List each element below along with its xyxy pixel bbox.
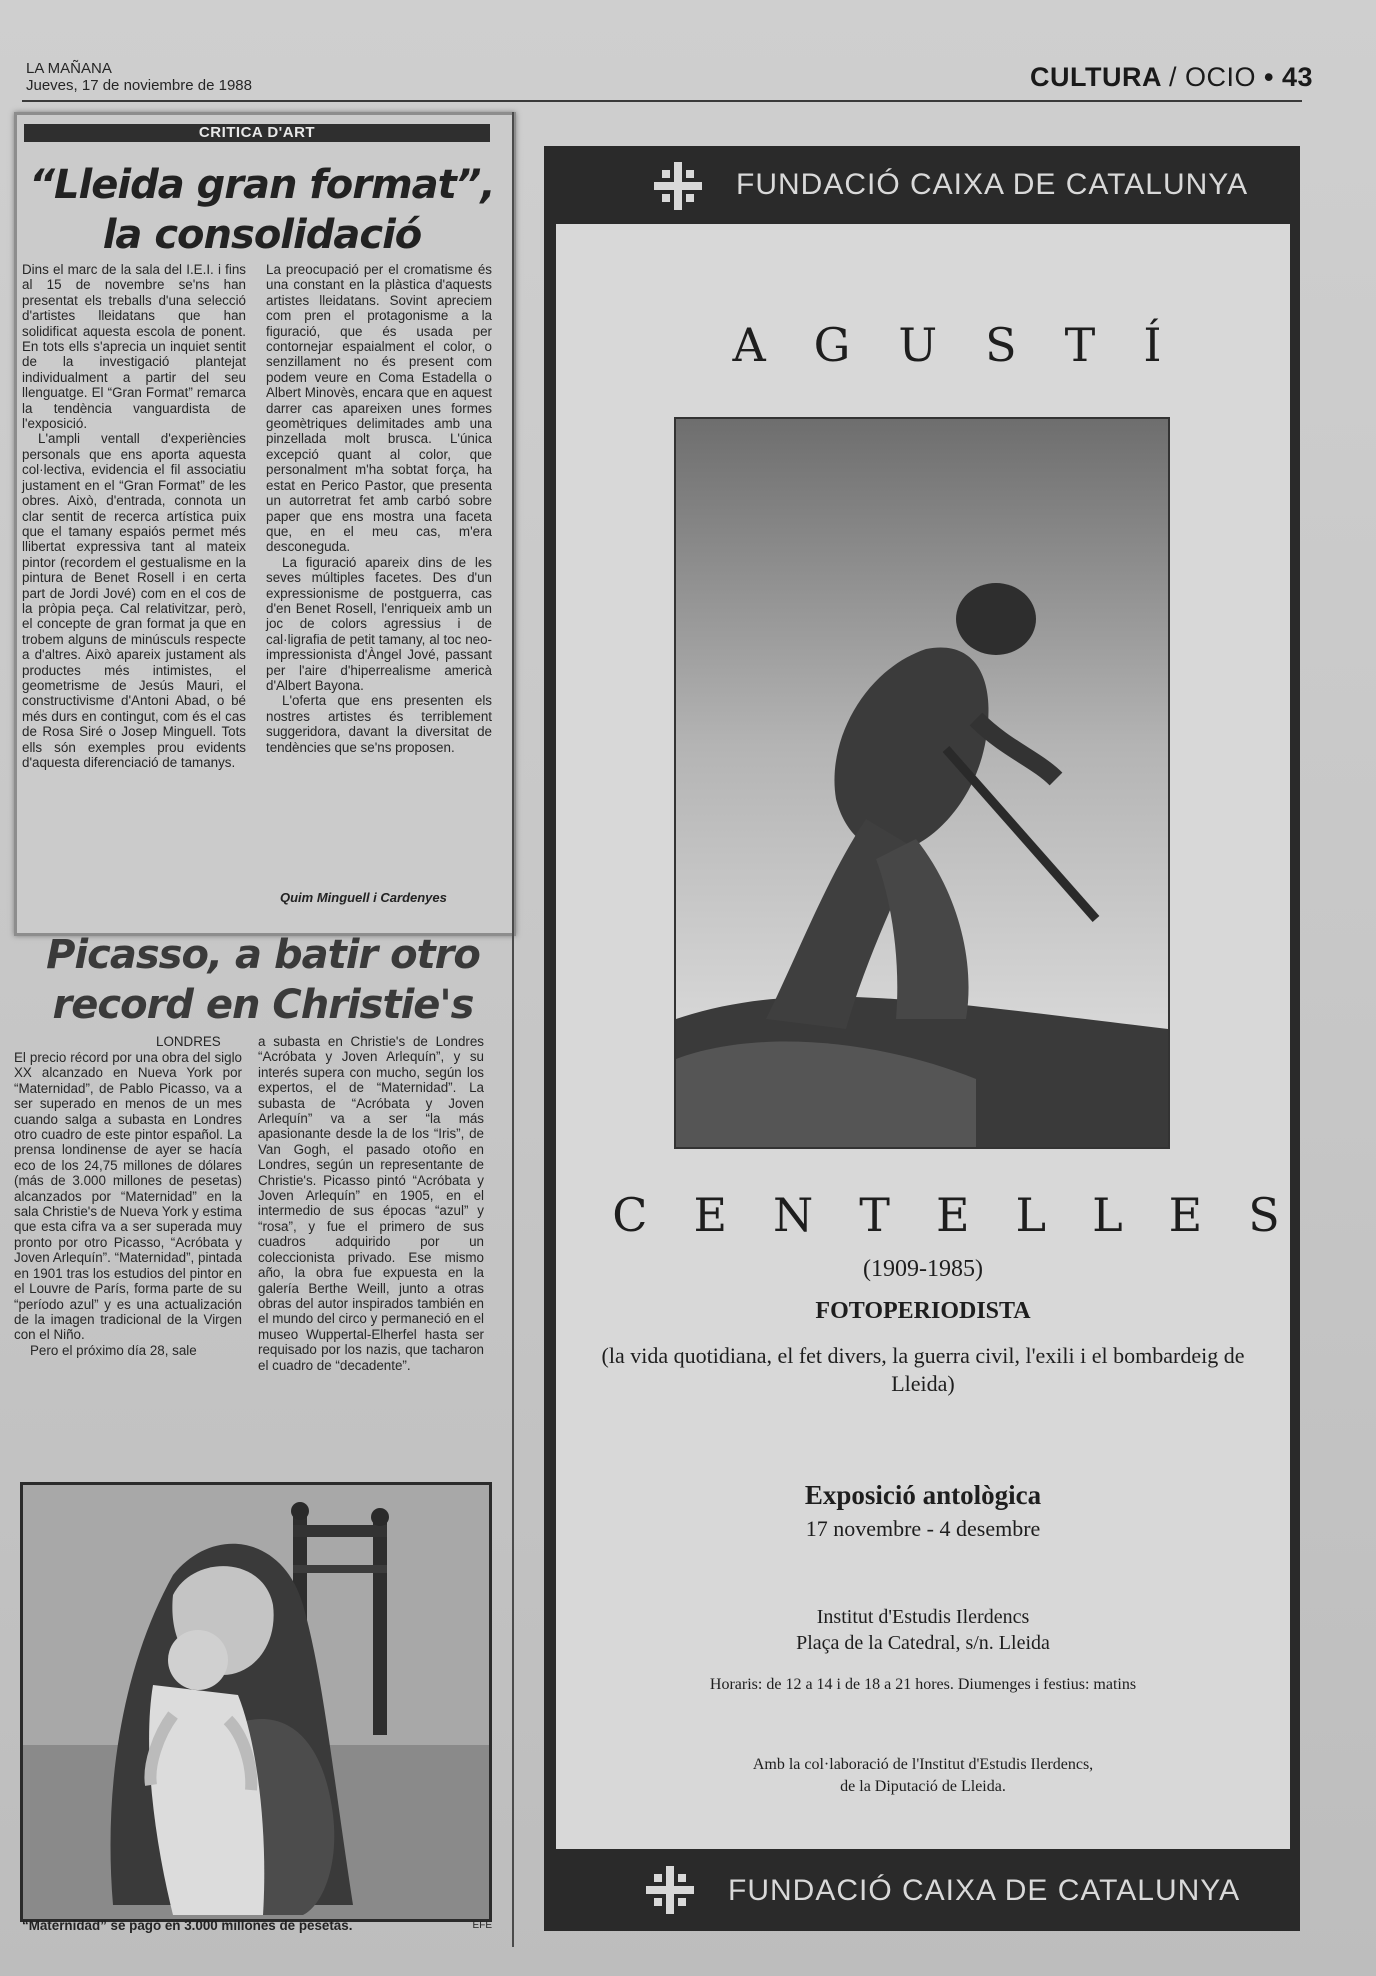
ad-role: FOTOPERIODISTA xyxy=(815,1298,1031,1324)
article-signature: Quim Minguell i Cardenyes xyxy=(280,890,447,905)
ad-brand-bottom: FUNDACIÓ CAIXA DE CATALUNYA xyxy=(728,1874,1241,1907)
newspaper-name: LA MAÑANA xyxy=(26,60,112,77)
article-column-2 xyxy=(258,1034,484,1373)
ad-brand-top: FUNDACIÓ CAIXA DE CATALUNYA xyxy=(736,168,1249,201)
headline-line-2: record en Christie's xyxy=(52,982,474,1028)
masthead-section xyxy=(1030,62,1313,93)
publication-date: Jueves, 17 de noviembre de 1988 xyxy=(26,77,252,94)
caption-text: “Maternidad” se pagó en 3.000 millones de pesetas. xyxy=(22,1918,353,1933)
subsection-name: / OCIO xyxy=(1169,62,1257,92)
paragraph: El precio récord por una obra del siglo XX alcanzado en Nueva York por “Maternidad”, de Pablo Picasso, va a ser superado en menos de un mes cuando salga a subasta en Londres otro cuadro de este pintor español. La prensa londinense de ayer se hacía eco de los 24,75 millones de dólares (más de 3.000 millones de pesetas) alcanzados por “Maternidad” en la sala Christie's de Nueva York y estima que esta cifra va a ser superada muy pronto por otro Picasso, “Acróbata y Joven Arlequín”. “Maternidad”, pintada en 1901 tras los estudios del pintor en el Louvre de París, forma parte de su “período azul” y es una actualización de la imagen tradicional de la Virgen con el Niño. xyxy=(14,1050,242,1343)
bullet: • xyxy=(1264,62,1274,92)
paragraph: Dins el marc de la sala del I.E.I. i fins al 15 de novembre se'ns han presentat els treballs d'una selecció d'artistes lleidatans que han solidificat aquesta escola de ponent. En tots ells s'aprecia un inquiet sentit de la investigació plantejat individualment a partir del seu llenguatge. El “Gran Format” remarca la tendència vanguardista de l'exposició. xyxy=(22,262,246,432)
paragraph: La figuració apareix dins de les seves múltiples facetes. Des d'un expressionisme de postguerra, cas d'en Benet Rosell, l'enriqueix amb un joc de colors agressius i de cal·ligrafia de petit tamany, al toc neo-impressionista d'Àngel Jové, passant per l'aire d'hiperrealisme americà d'Albert Bayona. xyxy=(266,554,492,693)
section-name: CULTURA xyxy=(1030,62,1161,92)
headline-line-2: la consolidació xyxy=(102,212,422,258)
fundacio-logo-icon xyxy=(652,160,704,212)
paragraph: a subasta en Christie's de Londres “Acróbata y Joven Arlequín”, y su interés supera con mucho, según los expertos, el de “Maternidad”. La subasta de “Acróbata y Joven Arlequín” va a ser “la más apasionante desde la de los “Iris”, de Van Gogh, el pasado otoño en Londres, según un representante de Christie's. Picasso pintó “Acróbata y Joven Arlequín” en 1905, en el intermedio de sus épocas “azul” y “rosa”, y fue el primero de sus cuadros adquirido por un coleccionista privado. Ese mismo año, la obra fue expuesta en la galería Berthe Weill, junto a otras obras del autor inspirados también en el mundo del circo y permaneció en el museo Wuppertal-Elherfel hasta ser requisado por los nazis, que tacharon el cuadro de “decadente”. xyxy=(258,1034,484,1373)
photo-credit: EFE xyxy=(472,1920,492,1931)
page-number: 43 xyxy=(1282,62,1314,92)
article-column-1 xyxy=(22,262,246,770)
dateline: LONDRES xyxy=(156,1034,221,1049)
soldier-photograph xyxy=(674,417,1170,1149)
paragraph: La preocupació per el cromatisme és una constant en la plàstica d'aquests artistes lleidatans. Sovint apreciem com pren el protagonisme a la figuració, que és usada per contornejar espaialment el color, o senzillament no és present com podem veure en Coma Estadella o Albert Minovès, encara que en aquest darrer cas apareixen unes formes geomètriques delimitades amb una pinzellada molt brusca. L'única excepció quant al color, que personalment m'ha sobtat força, ha estat en Perico Pastor, que presenta un autorretrat fet amb carbó sobre paper que ens mostra una faceta que, en el meu cas, m'era desconeguda. xyxy=(266,262,492,555)
headline-line-1: Picasso, a batir otro xyxy=(46,932,480,978)
ad-years: (1909-1985) xyxy=(863,1256,983,1282)
article-headline xyxy=(22,160,502,260)
headline-line-1: “Lleida gran format”, xyxy=(29,162,495,208)
painting-illustration xyxy=(23,1485,489,1919)
column-rule xyxy=(512,112,514,1947)
photo-caption xyxy=(22,1918,492,1933)
article-column-1 xyxy=(14,1050,242,1358)
ad-collaboration-line-1: Amb la col·laboració de l'Institut d'Estudis Ilerdencs, xyxy=(752,1756,1094,1773)
ad-venue-name: Institut d'Estudis Ilerdencs xyxy=(816,1606,1030,1628)
fundacio-logo-icon xyxy=(644,1864,696,1916)
ad-exhibition-dates: 17 novembre - 4 desembre xyxy=(805,1516,1041,1541)
paragraph: L'oferta que ens presenten els nostres artistes és terriblement suggeridora, davant la diversitat de tendències que se'ns proposen. xyxy=(266,693,492,755)
ad-collaboration-line-2: de la Diputació de Lleida. xyxy=(840,1778,1006,1795)
soldier-illustration xyxy=(676,419,1168,1147)
article-headline xyxy=(18,930,508,1030)
masthead-rule xyxy=(22,100,1302,102)
ad-exhibition-title: Exposició antològica xyxy=(804,1480,1042,1510)
ad-last-name: CENTELLES xyxy=(612,1188,1326,1242)
maternidad-painting-photo xyxy=(20,1482,492,1922)
article-column-2 xyxy=(266,262,492,755)
ad-opening-hours: Horaris: de 12 a 14 i de 18 a 21 hores. Diumenges i festius: matins xyxy=(709,1676,1137,1693)
masthead-left xyxy=(26,60,252,94)
ad-venue-address: Plaça de la Catedral, s/n. Lleida xyxy=(796,1632,1050,1654)
article-kicker: CRITICA D'ART xyxy=(24,124,490,142)
ad-subjects: (la vida quotidiana, el fet divers, la guerra civil, l'exili i el bombardeig de Lleida) xyxy=(601,1343,1245,1396)
paragraph: L'ampli ventall d'experiències personals que ens aporta aquesta col·lectiva, evidencia el fil associatiu justament en el “Gran Format” de les obres. Això, d'entrada, connota un clar sentit de recerca artística puix que el tamany espaiós permet més llibertat expressiva tant al mateix pintor (recordem el gestualisme en la pintura de Benet Rosell i en certa part de Jordi Jové) com en el cos de la pròpia peça. Cal relativitzar, però, el concepte de gran format ja que en trobem alguns de minúsculs respecte a d'altres. Això apareix justament als productes més intimistes, el geometrisme de Jesús Mauri, el constructivisme d'Antoni Abad, o bé més durs en contingut, com és el cas de Rosa Siré o Josep Minguell. Tots ells són exemples prou evidents d'aquesta diferenciació de tamanys. xyxy=(22,431,246,770)
paragraph: Pero el próximo día 28, sale xyxy=(30,1342,197,1358)
ad-first-name: AGUSTÍ xyxy=(732,318,1210,372)
